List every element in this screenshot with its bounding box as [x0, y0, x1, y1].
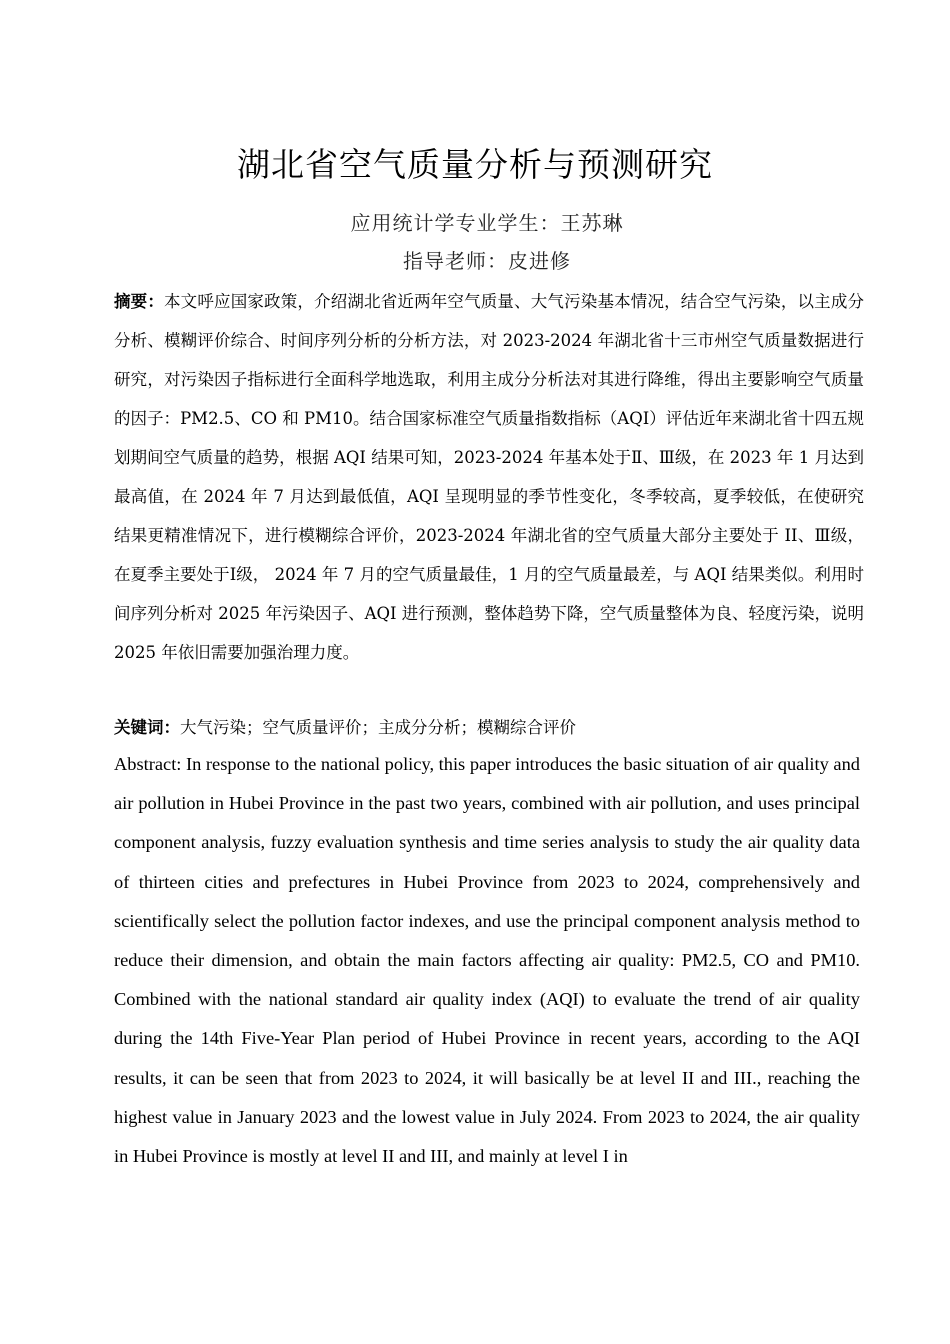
abstract-label: 摘要： [114, 292, 165, 311]
keywords-label: 关键词： [114, 718, 180, 737]
paper-title: 湖北省空气质量分析与预测研究 [237, 145, 713, 184]
abstract-chinese-text: 本文呼应国家政策，介绍湖北省近两年空气质量、大气污染基本情况，结合空气污染，以主成分分析、模糊评价综合、时间序列分析的分析方法，对 2023-2024 年湖北省十三市州空气质量数据进行研究，对污染因子指标进行全面科学地选取，利用主成分分析法对其进行降维，得出主要影响空气质量的因子：PM2.5、CO 和 PM10。结合国家标准空气质量指数指标（AQI）评估近年来湖北省十四五规划期间空气质量的趋势，根据 AQI 结果可知，2023-2024 年基本处于Ⅱ、Ⅲ级，在 2023 年 1 月达到最高值，在 2024 年 7 月达到最低值，AQI 呈现明显的季节性变化，冬季较高，夏季较低，在使研究结果更精准情况下，进行模糊综合评价，2023-2024 年湖北省的空气质量大部分主要处于 II、Ⅲ级，在夏季主要处于Ⅰ级， 2024 年 7 月的空气质量最佳，1 月的空气质量最差，与 AQI 结果类似。利用时间序列分析对 2025 年污染因子、AQI 进行预测，整体趋势下降，空气质量整体为良、轻度污染，说明 2025 年依旧需要加强治理力度。 [114, 292, 865, 662]
advisor-line: 指导老师：皮进修 [403, 249, 571, 273]
keywords [114, 708, 864, 747]
abstract-english: Abstract: In response to the national policy, this paper introduces the basic situation of air quality and air pollution in Hubei Province in the past two years, combined with air pollution, and uses principal component analysis, fuzzy evaluation synthesis and time series analysis to study the air quality data of thirteen cities and prefectures in Hubei Province from 2023 to 2024, comprehensively and scientifically select the pollution factor indexes, and use the principal component analysis method to reduce their dimension, and obtain the main factors affecting air quality: PM2.5, CO and PM10. Combined with the national standard air quality index (AQI) to evaluate the trend of air quality during the 14th Five-Year Plan period of Hubei Province in recent years, according to the AQI results, it can be seen that from 2023 to 2024, it will basically be at level II and III., reaching the highest value in January 2023 and the lowest value in July 2024. From 2023 to 2024, the air quality in Hubei Province is mostly at level II and III, and mainly at level I in [114, 754, 860, 1167]
keywords-text: 大气污染；空气质量评价；主成分分析；模糊综合评价 [180, 718, 576, 737]
abstract-chinese [114, 282, 864, 672]
student-line: 应用统计学专业学生：王苏琳 [350, 211, 624, 235]
